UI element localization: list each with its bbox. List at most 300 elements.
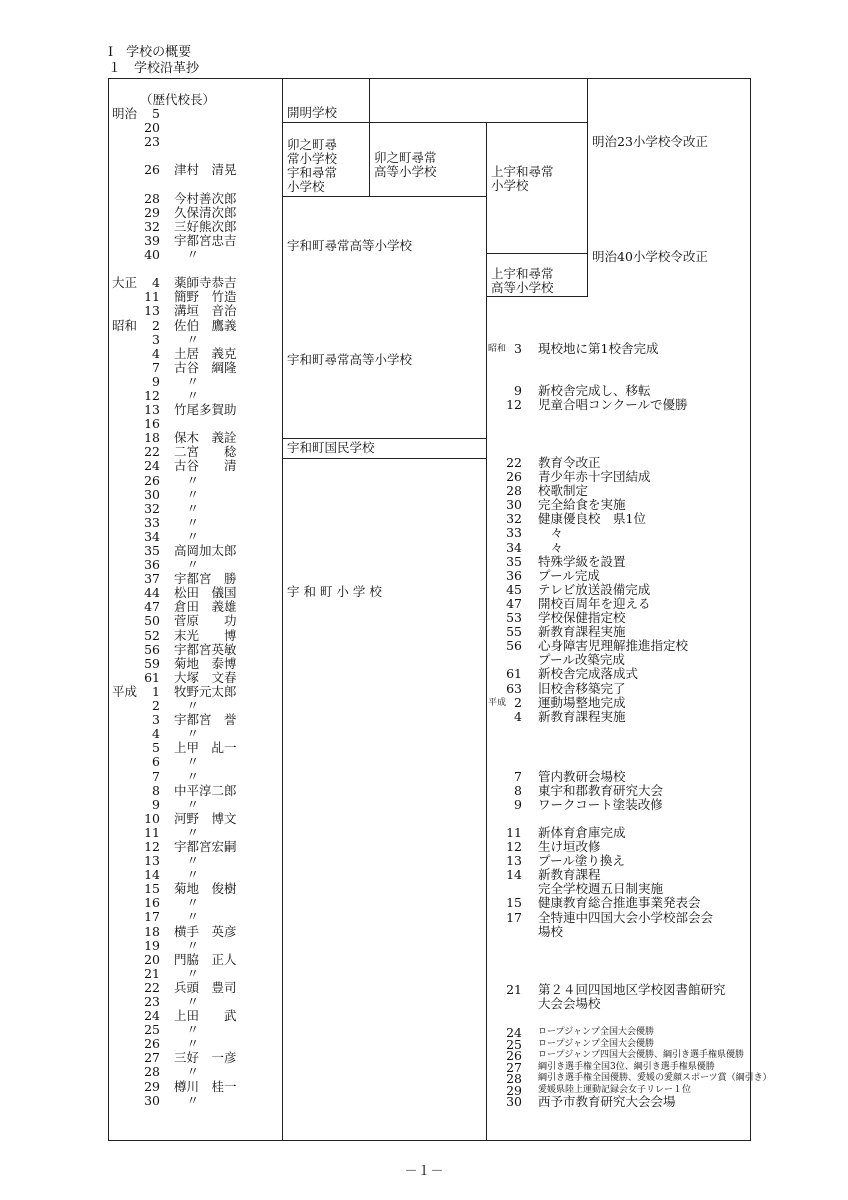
principal-era (112, 770, 142, 784)
event-row (488, 569, 688, 583)
event-era (488, 1096, 502, 1108)
principal-name: 三好 一彦 (174, 1050, 237, 1066)
principal-year: 11 (144, 824, 160, 840)
event-row (488, 470, 688, 484)
event-year: 30 (506, 1094, 522, 1109)
principal-era (112, 206, 142, 220)
event-era (488, 997, 502, 1011)
principal-era (112, 1023, 142, 1037)
principal-year: 22 (144, 979, 160, 995)
principal-row (112, 741, 282, 755)
event-era (488, 770, 502, 784)
event-row (488, 526, 688, 540)
event-era (488, 854, 502, 868)
event-row (488, 911, 713, 925)
principal-year: 35 (144, 543, 160, 558)
principal-year: 29 (144, 1078, 160, 1094)
principal-era (112, 840, 142, 854)
principal-era (112, 826, 142, 840)
principal-era (112, 262, 142, 276)
event-text: 新教育課程 (538, 867, 601, 883)
principal-era (112, 333, 142, 347)
event-era (488, 1027, 502, 1039)
event-text: 新教育課程実施 (538, 708, 626, 724)
event-text: 綱引き選手権全国3位、綱引き選手権県優勝 (538, 1061, 715, 1072)
principal-name: 〃 (174, 514, 200, 530)
principal-year: 36 (144, 557, 160, 573)
principal-year (142, 178, 160, 192)
principal-row (112, 347, 282, 361)
event-row (488, 784, 663, 798)
event-row (488, 1059, 772, 1075)
principal-era (112, 417, 142, 431)
principal-name: 薬師寺恭吉 (174, 275, 237, 291)
event-era (488, 555, 502, 569)
event-year (502, 997, 522, 1011)
principal-name: 〃 (174, 486, 200, 502)
principal-name: 〃 (174, 824, 200, 840)
principal-year: 19 (144, 937, 160, 953)
principal-year: 7 (152, 359, 160, 375)
event-row (488, 583, 688, 597)
event-era: 昭和 (488, 344, 507, 354)
principal-year: 13 (144, 402, 160, 418)
principal-era (112, 572, 142, 586)
principal-row (112, 234, 282, 248)
school-kamiuwa-koto: 上宇和尋常 高等小学校 (491, 266, 554, 295)
principal-era (112, 600, 142, 614)
event-text: 新校舎完成し、移転 (538, 383, 651, 398)
principal-year: 7 (152, 768, 160, 784)
principal-year: 30 (144, 486, 160, 502)
principal-row (112, 276, 282, 290)
principal-row (112, 1065, 282, 1079)
event-year: 56 (506, 638, 522, 654)
principal-name: 〃 (174, 1022, 200, 1038)
principal-era (112, 149, 142, 163)
event-text: ロープジャンプ全国大会優勝 (538, 1027, 655, 1037)
principal-year: 24 (144, 458, 160, 474)
event-row (488, 925, 713, 939)
principal-name: 〃 (174, 965, 200, 981)
school-kamiuwa-jinjo: 上宇和尋常 小学校 (491, 164, 554, 193)
principal-year: 1 (152, 683, 160, 699)
principal-row (112, 826, 282, 840)
school-uwamachi-kokumin: 宇和町国民学校 (287, 440, 375, 455)
principal-row (112, 417, 282, 431)
event-text: 教育令改正 (538, 455, 601, 470)
principal-year: 2 (152, 698, 160, 714)
principal-era (112, 741, 142, 755)
principal-name: 〃 (174, 528, 200, 544)
principal-year: 47 (144, 599, 160, 615)
event-era (488, 1039, 502, 1051)
principal-name: 宇都宮 誉 (174, 712, 237, 728)
principal-era (112, 290, 142, 304)
event-text: ロープジャンプ四国大会優勝、綱引き選手権県優勝 (538, 1050, 745, 1060)
school-unomachi-jinjo: 卯之町尋 常小学校 宇和尋常 小学校 (287, 137, 338, 194)
event-year: 2 (514, 694, 522, 710)
event-text: ワークコート塗装改修 (538, 797, 663, 813)
event-text: 新教育課程実施 (538, 624, 626, 640)
principal-row (112, 403, 282, 417)
principal-year: 8 (152, 782, 160, 798)
events-group-e (488, 826, 713, 939)
principal-year: 22 (144, 444, 160, 460)
event-year: 11 (506, 825, 522, 840)
principal-name: 今村善次郎 (174, 190, 237, 206)
principal-era (112, 755, 142, 769)
event-text: テレビ放送設備完成 (538, 581, 651, 597)
event-era (488, 798, 502, 812)
principal-name: 〃 (174, 557, 200, 573)
event-text: 々 (538, 525, 564, 541)
principal-name: 横手 英彦 (174, 923, 237, 939)
event-text: 学校保健指定校 (538, 610, 626, 626)
principal-year (142, 262, 160, 276)
principal-era (112, 347, 142, 361)
event-era (488, 384, 502, 398)
principal-era (112, 868, 142, 882)
event-year (502, 882, 522, 896)
principal-row (112, 445, 282, 459)
principal-year: 23 (144, 994, 160, 1009)
principal-row (112, 713, 282, 727)
principal-row (112, 178, 282, 192)
school-uwamachi-jinjo-koto-2: 宇和町尋常高等小学校 (287, 352, 413, 367)
event-text: 現校地に第1校舎完成 (538, 341, 659, 356)
principal-era (112, 135, 142, 149)
principal-name: 末光 博 (174, 627, 237, 643)
event-year: 9 (514, 383, 522, 398)
principal-name: 〃 (174, 895, 200, 911)
event-row (488, 882, 713, 896)
principal-era (112, 474, 142, 488)
principal-name: 保木 義詮 (174, 430, 237, 446)
event-year: 21 (506, 982, 522, 997)
principal-era (112, 1009, 142, 1023)
events-group-d (488, 770, 663, 812)
principal-era (112, 657, 142, 671)
principal-year: 34 (144, 528, 160, 544)
event-year: 26 (506, 469, 522, 485)
principal-name: 溝垣 音治 (174, 303, 237, 319)
event-row (488, 653, 688, 667)
principal-name: 〃 (174, 698, 200, 714)
event-text: 校歌制定 (538, 483, 589, 499)
event-text: プール塗り換え (538, 853, 625, 869)
event-era (488, 882, 502, 896)
principal-era (112, 925, 142, 939)
school-unomachi-koto: 卯之町尋常 高等小学校 (374, 150, 437, 179)
principal-name: 〃 (174, 796, 200, 812)
event-year: 53 (506, 610, 522, 626)
event-row (488, 682, 688, 696)
principal-name: 〃 (174, 754, 200, 770)
principal-name: 門脇 正人 (174, 951, 237, 967)
principal-year: 37 (144, 571, 160, 587)
principal-era: 平成 (112, 683, 138, 699)
principal-name: 菅原 功 (174, 613, 237, 629)
principal-era (112, 896, 142, 910)
principal-row (112, 304, 282, 318)
event-era (488, 625, 502, 639)
principal-era: 昭和 (112, 317, 138, 333)
principal-row (112, 925, 282, 939)
event-row (488, 597, 688, 611)
principal-row (112, 685, 282, 699)
principal-row (112, 107, 282, 121)
principal-era (112, 361, 142, 375)
event-era (488, 682, 502, 696)
event-row (488, 512, 688, 526)
event-text: 新校舎完成落成式 (538, 666, 639, 682)
principal-era (112, 854, 142, 868)
event-row (488, 611, 688, 625)
principal-row (112, 1023, 282, 1037)
school-kaimei: 開明学校 (287, 105, 338, 120)
principal-row (112, 727, 282, 741)
principal-year: 29 (144, 204, 160, 220)
event-year: 61 (506, 666, 522, 682)
principal-year: 32 (144, 500, 160, 516)
event-text: 青少年赤十字団結成 (538, 469, 651, 485)
principal-name: 〃 (174, 909, 200, 925)
event-text: 運動場整地完成 (538, 694, 626, 710)
principal-year: 30 (144, 1092, 160, 1108)
principal-era (112, 389, 142, 403)
event-text: 第２４回四国地区学校図書館研究 (538, 982, 726, 997)
events-group-a (488, 342, 658, 356)
principal-year: 50 (144, 613, 160, 629)
principal-row (112, 784, 282, 798)
event-era (488, 541, 502, 555)
principal-row (112, 953, 282, 967)
principal-row (112, 1094, 282, 1108)
event-year: 47 (506, 595, 522, 611)
event-row (488, 854, 713, 868)
principal-era (112, 910, 142, 924)
principal-year: 20 (144, 951, 160, 967)
event-era (488, 896, 502, 910)
principal-name: 大塚 文春 (174, 669, 237, 685)
principal-year: 12 (144, 838, 160, 854)
principal-year: 4 (152, 726, 160, 742)
principal-row (112, 840, 282, 854)
section-heading: I 学校の概要 (108, 45, 192, 60)
principal-row (112, 530, 282, 544)
principal-era (112, 121, 142, 135)
principal-row (112, 981, 282, 995)
principal-era (112, 248, 142, 262)
event-text: 愛媛県陸上運動記録会女子リレー１位 (538, 1084, 692, 1095)
event-year: 25 (506, 1036, 522, 1052)
school-uwamachi-shogakko: 宇 和 町 小 学 校 (287, 584, 382, 599)
principal-row (112, 671, 282, 685)
principal-era (112, 614, 142, 628)
event-year: 32 (506, 511, 522, 527)
event-year: 13 (506, 853, 522, 869)
principal-row (112, 502, 282, 516)
principal-row (112, 600, 282, 614)
principal-era (112, 304, 142, 318)
principal-era (112, 939, 142, 953)
principal-name: 〃 (174, 1036, 200, 1052)
event-text: プール改築完成 (538, 652, 625, 668)
event-text: 旧校舎移築完了 (538, 680, 626, 696)
event-year: 55 (506, 624, 522, 640)
principal-era (112, 643, 142, 657)
principal-year: 13 (144, 853, 160, 869)
principal-name: 倉田 義雄 (174, 599, 237, 615)
principal-row (112, 361, 282, 375)
principal-name: 宇都宮宏嗣 (174, 838, 237, 854)
principal-row (112, 290, 282, 304)
principal-year: 28 (144, 190, 160, 206)
event-era (488, 1062, 502, 1074)
principal-year: 27 (144, 1050, 160, 1066)
event-row (488, 826, 713, 840)
principal-year: 3 (152, 712, 160, 728)
principal-row (112, 967, 282, 981)
principal-name: 久保清次郎 (174, 204, 237, 220)
event-year: 9 (514, 797, 522, 813)
principal-row (112, 812, 282, 826)
principal-row (112, 516, 282, 530)
principal-name: 土居 義克 (174, 345, 237, 361)
school-uwamachi-jinjo-koto-1: 宇和町尋常高等小学校 (287, 238, 413, 253)
event-era (488, 1085, 502, 1097)
event-text: プール完成 (538, 567, 600, 583)
event-row (488, 555, 688, 569)
event-text: 健康優良校 県1位 (538, 511, 646, 527)
principal-year: 4 (152, 345, 160, 361)
principal-year: 5 (152, 106, 160, 122)
principal-era (112, 798, 142, 812)
event-row (488, 840, 713, 854)
principal-year: 18 (144, 430, 160, 446)
event-row (488, 983, 726, 997)
principal-year: 59 (144, 655, 160, 671)
principal-name: 高岡加太郎 (174, 543, 237, 558)
principal-year: 33 (144, 514, 160, 530)
event-year: 12 (506, 397, 522, 413)
principal-era: 大正 (112, 275, 138, 291)
principal-era (112, 967, 142, 981)
principal-year: 13 (144, 303, 160, 319)
principal-row (112, 657, 282, 671)
event-year: 12 (506, 839, 522, 855)
event-text: 健康教育総合推進事業発表会 (538, 895, 701, 911)
principal-era (112, 488, 142, 502)
principal-name: 兵頭 豊司 (174, 979, 237, 995)
principal-name: 〃 (174, 853, 200, 869)
events-group-f (488, 983, 726, 1011)
event-year: 17 (506, 909, 522, 925)
event-text: 特殊学級を設置 (538, 553, 626, 569)
event-text: 児童合唱コンクールで優勝 (538, 397, 688, 413)
event-era (488, 1073, 502, 1085)
principal-name: 竹尾多賀助 (174, 402, 237, 418)
event-era (488, 667, 502, 681)
event-era (488, 784, 502, 798)
principal-row (112, 375, 282, 389)
principal-name: 佐伯 鷹義 (174, 317, 237, 333)
principal-row (112, 614, 282, 628)
principal-row (112, 1051, 282, 1065)
events-group-b (488, 384, 688, 412)
principal-row (112, 896, 282, 910)
event-row (488, 541, 688, 555)
principal-row (112, 939, 282, 953)
principal-row (112, 389, 282, 403)
event-row (488, 342, 658, 356)
principal-name: 〃 (174, 937, 200, 953)
event-era (488, 868, 502, 882)
event-row (488, 696, 688, 710)
event-year (502, 653, 522, 667)
principal-row (112, 1009, 282, 1023)
event-era (488, 826, 502, 840)
principal-name: 〃 (174, 331, 200, 347)
principal-era (112, 459, 142, 473)
events-group-g (488, 1027, 772, 1108)
principal-name: 松田 儀国 (174, 585, 237, 601)
event-year: 27 (506, 1059, 522, 1075)
principal-year: 21 (144, 965, 160, 981)
principal-year: 26 (144, 162, 160, 178)
principal-name: 〃 (174, 1092, 200, 1108)
event-era (488, 470, 502, 484)
principal-name: 河野 博文 (174, 810, 237, 826)
principal-name: 二宮 稔 (174, 444, 237, 460)
principal-year: 44 (144, 585, 160, 601)
event-year: 34 (506, 539, 522, 555)
principal-era (112, 1037, 142, 1051)
principal-era (112, 699, 142, 713)
event-year: 4 (514, 708, 522, 724)
event-era: 平成 (488, 697, 507, 708)
principal-year: 2 (152, 317, 160, 333)
principal-year: 14 (144, 867, 160, 883)
principal-year: 11 (144, 289, 160, 305)
principal-name: 〃 (174, 472, 200, 488)
event-era (488, 498, 502, 512)
principal-row (112, 798, 282, 812)
events-group-c (488, 456, 688, 724)
event-era (488, 512, 502, 526)
principal-era (112, 530, 142, 544)
page-number: －１－ (404, 1164, 444, 1179)
principal-year: 10 (144, 810, 160, 826)
event-row (488, 639, 688, 653)
principal-era (112, 981, 142, 995)
event-row (488, 667, 688, 681)
principal-name: 〃 (174, 373, 200, 389)
principal-name: 宇都宮英敏 (174, 641, 237, 657)
event-row (488, 384, 688, 398)
principal-era (112, 953, 142, 967)
principal-name: 樽川 桂一 (174, 1078, 237, 1094)
principals-column (112, 93, 282, 1108)
principal-name: 古谷 清 (174, 458, 237, 474)
principal-row (112, 882, 282, 896)
event-year: 33 (506, 525, 522, 541)
principal-row (112, 995, 282, 1009)
principal-row (112, 262, 282, 276)
event-year: 22 (506, 455, 522, 470)
event-row (488, 1027, 772, 1039)
